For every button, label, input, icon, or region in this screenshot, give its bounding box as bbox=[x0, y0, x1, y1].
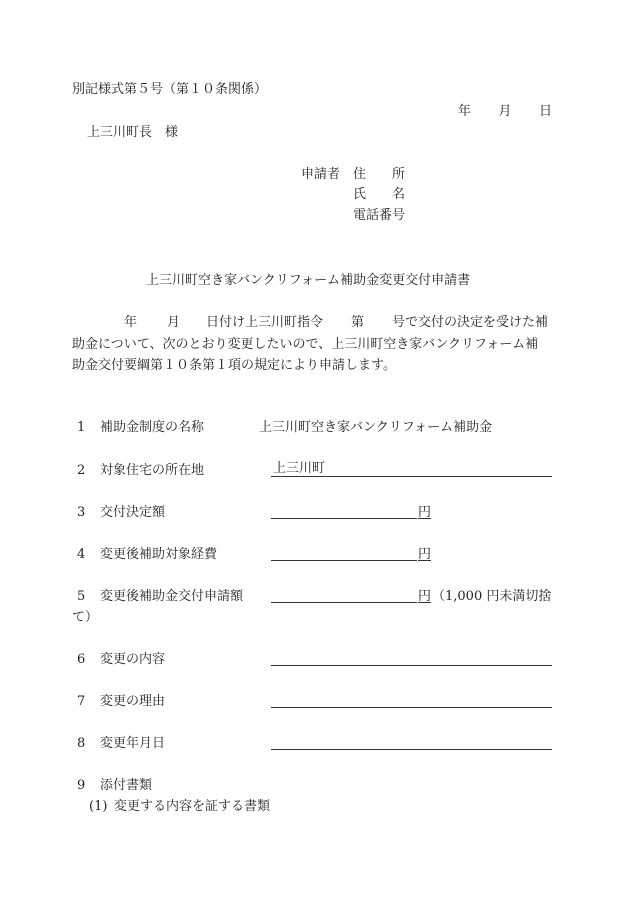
date-line bbox=[458, 104, 552, 120]
subsidy-name-value: 上三川町空き家バンクリフォーム補助金 bbox=[259, 420, 493, 435]
changed-eligible-cost-field[interactable] bbox=[271, 560, 417, 561]
decided-amount-field[interactable] bbox=[271, 518, 417, 519]
item-number: 8 bbox=[77, 736, 86, 751]
yen-underline bbox=[418, 518, 431, 519]
item-number: 2 bbox=[77, 463, 86, 478]
date-year-label: 年 bbox=[458, 104, 472, 119]
rounding-note-continued: て） bbox=[72, 610, 99, 625]
item-label-changed-application-amount: 変更後補助金交付申請額 bbox=[100, 589, 244, 604]
phone-label: 電話番号 bbox=[353, 208, 406, 223]
change-content-field[interactable] bbox=[271, 665, 552, 666]
item-number: 3 bbox=[77, 505, 86, 520]
attachment-number: (1) bbox=[89, 799, 108, 814]
item-number: 5 bbox=[77, 589, 86, 604]
item-label-changed-eligible-cost: 変更後補助対象経費 bbox=[100, 547, 218, 562]
item-number: 9 bbox=[77, 778, 86, 793]
intro-line-3: 助金交付要綱第１０条第１項の規定により申請します。 bbox=[72, 358, 396, 373]
change-reason-field[interactable] bbox=[271, 707, 552, 708]
yen-underline bbox=[418, 560, 431, 561]
intro-mid: 日付け上三川町指令 bbox=[206, 315, 324, 330]
intro-line-2: 助金について、次のとおり変更したいので、上三川町空き家バンクリフォーム補 bbox=[72, 337, 539, 352]
rounding-note: （1,000 円未満切捨 bbox=[432, 589, 552, 604]
address-label: 住 所 bbox=[353, 167, 406, 182]
item-number: 7 bbox=[77, 694, 86, 709]
intro-month: 月 bbox=[167, 315, 181, 330]
applicant-label: 申請者 bbox=[301, 167, 341, 182]
addressee: 上三川町長 様 bbox=[87, 125, 179, 140]
name-label: 氏 名 bbox=[353, 187, 406, 202]
date-day-label: 日 bbox=[538, 104, 552, 119]
item-label-change-reason: 変更の理由 bbox=[100, 694, 166, 709]
intro-tail: 号で交付の決定を受けた補 bbox=[392, 315, 549, 330]
attachment-item-proof-document: 変更する内容を証する書類 bbox=[114, 799, 271, 814]
item-number: 1 bbox=[77, 420, 86, 435]
item-label-house-location: 対象住宅の所在地 bbox=[100, 463, 205, 478]
changed-application-amount-field[interactable] bbox=[271, 602, 417, 603]
item-label-subsidy-name: 補助金制度の名称 bbox=[100, 420, 205, 435]
item-number: 6 bbox=[77, 652, 86, 667]
house-location-value: 上三川町 bbox=[273, 461, 326, 476]
intro-number: 第 bbox=[351, 315, 365, 330]
document-title: 上三川町空き家バンクリフォーム補助金変更交付申請書 bbox=[146, 273, 471, 288]
yen-unit: 円 bbox=[418, 505, 432, 520]
item-label-change-date: 変更年月日 bbox=[100, 736, 166, 751]
house-location-field[interactable] bbox=[271, 476, 552, 477]
intro-year: 年 bbox=[124, 315, 138, 330]
item-label-change-content: 変更の内容 bbox=[100, 652, 166, 667]
yen-underline bbox=[418, 602, 431, 603]
item-label-attachments: 添付書類 bbox=[100, 778, 153, 793]
yen-unit: 円 bbox=[418, 547, 432, 562]
item-label-decided-amount: 交付決定額 bbox=[100, 505, 166, 520]
change-date-field[interactable] bbox=[271, 749, 552, 750]
item-number: 4 bbox=[77, 547, 86, 562]
yen-unit: 円 bbox=[418, 589, 432, 604]
form-label: 別記様式第５号（第１０条関係） bbox=[72, 82, 268, 97]
date-month-label: 月 bbox=[498, 104, 512, 119]
